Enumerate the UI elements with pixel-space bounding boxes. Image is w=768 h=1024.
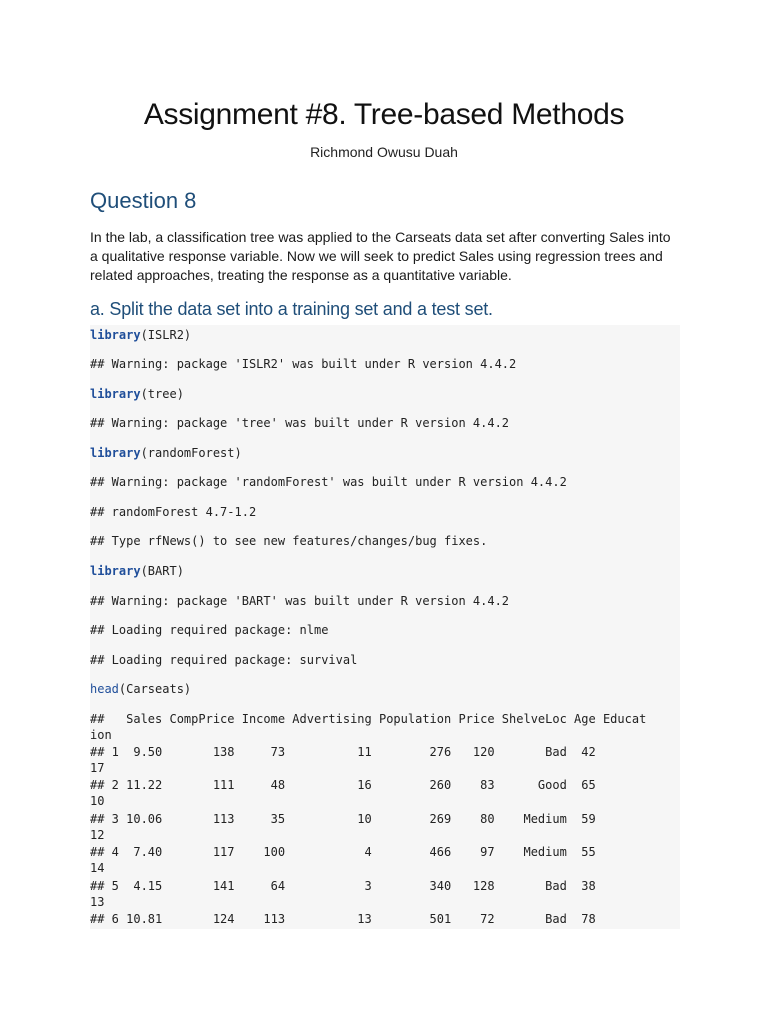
table-output-line: ## 6 10.81 124 113 13 501 72 Bad 78 [90,912,596,926]
code-function: library [90,387,141,401]
code-args: (BART) [140,564,184,578]
code-output: ## Warning: package 'BART' was built under R version 4.4.2 [90,594,510,608]
code-output: ## randomForest 4.7-1.2 [90,505,257,519]
code-function: library [90,446,141,460]
code-output: ## Warning: package 'tree' was built under R version 4.4.2 [90,416,510,430]
code-line [90,386,184,402]
table-output-line: 12 [90,828,105,842]
table-output-line: 14 [90,861,105,875]
code-function: library [90,564,141,578]
table-output-line: 17 [90,761,105,775]
code-function: head [90,682,119,696]
code-output: ## Loading required package: survival [90,653,358,667]
question-heading: Question 8 [90,188,197,213]
code-output: ## Loading required package: nlme [90,623,329,637]
code-args: (ISLR2) [140,328,192,342]
document-title: Assignment #8. Tree-based Methods [143,98,625,131]
author-name: Richmond Owusu Duah [310,144,458,160]
table-output-line: ## 2 11.22 111 48 16 260 83 Good 65 [90,778,596,792]
code-args: (Carseats) [118,682,192,696]
code-line [90,445,242,461]
table-output-line: ## Sales CompPrice Income Advertising Population Price ShelveLoc Age Educat [90,712,647,726]
code-output: ## Type rfNews() to see new features/changes/bug fixes. [90,534,488,548]
table-output-line: 10 [90,794,105,808]
code-function: library [90,328,141,342]
code-line [90,563,184,579]
code-block [90,325,680,929]
code-args: (randomForest) [140,446,242,460]
code-args: (tree) [140,387,184,401]
intro-paragraph: In the lab, a classification tree was applied to the Carseats data set after converting Sales into a qualitative response variable. Now we will seek to predict Sales using regression trees and related approaches, treating the response as a quantitative variable. [90,229,671,283]
code-output: ## Warning: package 'randomForest' was built under R version 4.4.2 [90,475,567,489]
table-output-line: ## 5 4.15 141 64 3 340 128 Bad 38 [90,879,596,893]
table-output-line: ## 1 9.50 138 73 11 276 120 Bad 42 [90,745,596,759]
table-output-line: ## 3 10.06 113 35 10 269 80 Medium 59 [90,812,596,826]
section-subheading: a. Split the data set into a training set and a test set. [90,299,493,319]
code-line [90,327,191,343]
code-line [90,681,191,697]
table-output-line: 13 [90,895,105,909]
table-output-line: ## 4 7.40 117 100 4 466 97 Medium 55 [90,845,596,859]
code-output: ## Warning: package 'ISLR2' was built under R version 4.4.2 [90,357,517,371]
table-output-line: ion [90,728,112,742]
